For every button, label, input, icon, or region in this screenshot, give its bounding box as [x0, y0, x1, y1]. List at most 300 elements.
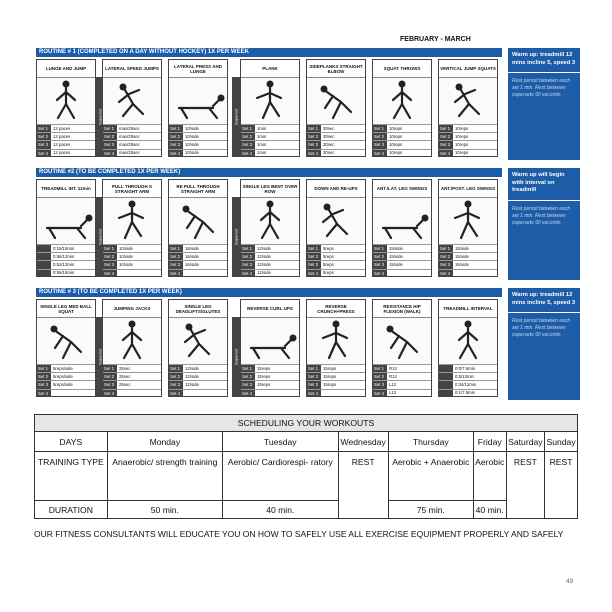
set-value: 15reps: [257, 382, 271, 388]
set-row: [241, 389, 299, 397]
exercise-illustration: [169, 78, 227, 124]
set-row: [373, 389, 431, 397]
set-row: [307, 269, 365, 277]
set-row: [103, 124, 161, 132]
day-cell: Wednesday: [338, 432, 388, 452]
exercise-illustration: [103, 318, 161, 364]
set-value: 10/side: [119, 245, 133, 251]
set-label: Set 4: [439, 270, 453, 277]
set-label: Set 4: [241, 270, 255, 277]
set-row: [439, 389, 497, 397]
warmup-text: Warm up will begin with interval on treadmill: [512, 172, 565, 193]
set-list: [37, 124, 95, 157]
exercise-illustration: [373, 78, 431, 124]
set-label: Set 3: [103, 261, 117, 268]
exercise-card: [372, 179, 432, 277]
rest-note: Rest period between each set 1 min. Rest between supersets 90 seconds: [508, 312, 580, 344]
set-value: 15/side: [389, 262, 403, 268]
rest-note: Rest period between each set 1 min. Rest between supersets 90 seconds: [508, 72, 580, 104]
routine-2: [36, 168, 502, 277]
set-row: [241, 244, 299, 252]
day-cell: Monday: [107, 432, 222, 452]
set-label: Set 1: [439, 125, 453, 132]
set-label: [439, 365, 453, 372]
set-label: Set 2: [103, 373, 117, 380]
exercise-card: [372, 299, 432, 397]
set-row: [307, 380, 365, 388]
exercise-illustration: [439, 198, 497, 244]
exercise-card: [438, 299, 498, 397]
exercise-card: [306, 59, 366, 157]
exercise-name: SIDEPLANKS STRAIGHT ELBOW: [307, 60, 365, 78]
set-label: Set 1: [37, 365, 51, 372]
sidebar-box: [508, 288, 580, 400]
set-label: Set 1: [103, 125, 117, 132]
set-label: Set 4: [307, 270, 321, 277]
set-label: Set 1: [307, 245, 321, 252]
set-list: [373, 124, 431, 157]
set-value: 12/side: [185, 365, 199, 371]
set-label: Set 3: [241, 381, 255, 388]
exercise-name: REVERSE CURL UPS: [241, 300, 299, 318]
exercise-card: [102, 179, 162, 277]
set-row: [169, 364, 227, 372]
exercise-cards: [36, 57, 502, 157]
set-value: 0:34/12min: [455, 382, 477, 388]
exercise-name: DOWN AND RE-UPS: [307, 180, 365, 198]
set-value: 0:52/13min: [53, 262, 75, 268]
set-label: Set 2: [373, 253, 387, 260]
set-row: [37, 364, 95, 372]
set-list: [241, 244, 299, 277]
routine-3: [36, 288, 502, 397]
set-row: [439, 260, 497, 268]
exercise-cards: [36, 297, 502, 397]
set-label: Set 2: [169, 253, 183, 260]
exercise-name: LATERAL PRESS AND LUNGE: [169, 60, 227, 78]
set-label: Set 3: [373, 261, 387, 268]
set-value: 30sec: [323, 142, 335, 148]
set-list: [103, 124, 161, 157]
set-value: 10reps: [455, 142, 469, 148]
set-row: [169, 252, 227, 260]
set-value: 10reps: [455, 134, 469, 140]
set-value: 12 paces: [53, 150, 71, 156]
set-row: [103, 269, 161, 277]
set-value: 10/side: [185, 142, 199, 148]
set-value: 12 paces: [53, 142, 71, 148]
set-value: 1min: [257, 134, 267, 140]
set-row: [37, 124, 95, 132]
set-row: [307, 260, 365, 268]
set-row: [37, 244, 95, 252]
exercise-card: [168, 299, 228, 397]
set-row: [241, 124, 299, 132]
exercise-name: SINGLE LEG MED BALL SQUAT: [37, 300, 95, 318]
set-row: [37, 372, 95, 380]
exercise-card: [102, 299, 162, 397]
set-list: [37, 364, 95, 397]
set-value: 12/side: [257, 262, 271, 268]
set-row: [37, 380, 95, 388]
exercise-illustration: [37, 198, 95, 244]
set-value: 0:56/15min: [53, 270, 75, 276]
warmup-text: Warm up: treadmill 12 mins incline 5, speed 3: [512, 52, 576, 66]
set-value: R12: [389, 365, 397, 371]
set-label: Set 2: [439, 133, 453, 140]
set-list: [103, 244, 161, 277]
set-label: Set 1: [37, 125, 51, 132]
routine-1: [36, 48, 502, 157]
set-row: [373, 244, 431, 252]
duration-cell: 40 min.: [223, 501, 338, 519]
set-label: Set 3: [307, 381, 321, 388]
set-row: [439, 380, 497, 388]
day-cell: Friday: [473, 432, 506, 452]
exercise-card: [102, 59, 162, 157]
training-row: [35, 452, 578, 501]
set-row: [103, 140, 161, 148]
set-label: Set 2: [241, 373, 255, 380]
set-value: 5reps/side: [53, 374, 73, 380]
duration-cell: 50 min.: [107, 501, 222, 519]
exercise-card: [372, 59, 432, 157]
superset-divider: Superset: [232, 77, 240, 157]
set-value: 30sec: [323, 134, 335, 140]
set-label: Set 1: [373, 365, 387, 372]
set-list: [439, 364, 497, 397]
set-label: Set 3: [103, 381, 117, 388]
set-row: [241, 132, 299, 140]
set-row: [169, 380, 227, 388]
training-cell: Anaerobic/ strength training: [107, 452, 222, 501]
set-label: [37, 253, 51, 260]
set-label: [439, 373, 453, 380]
set-row: [103, 149, 161, 157]
exercise-illustration: [37, 78, 95, 124]
set-value: 12/side: [257, 245, 271, 251]
set-row: [169, 140, 227, 148]
set-value: 0:0/7.5min: [455, 365, 476, 371]
set-value: 12 paces: [53, 134, 71, 140]
set-list: [439, 124, 497, 157]
set-value: 1min: [257, 142, 267, 148]
duration-row: [35, 501, 578, 519]
exercise-card: [240, 59, 300, 157]
set-label: Set 3: [37, 141, 51, 148]
set-row: [37, 269, 95, 277]
warmup-text: Warm up: treadmill 12 mins incline 5, speed 3: [512, 292, 576, 306]
set-label: Set 4: [169, 390, 183, 397]
exercise-cards: [36, 177, 502, 277]
set-value: 25sec: [119, 382, 131, 388]
exercise-illustration: [169, 198, 227, 244]
exercise-card: [36, 179, 96, 277]
set-value: 15/side: [389, 245, 403, 251]
set-value: 5reps: [323, 254, 334, 260]
set-value: 25sec: [119, 374, 131, 380]
set-label: Set 2: [307, 253, 321, 260]
set-row: [307, 252, 365, 260]
set-row: [373, 140, 431, 148]
set-row: [307, 372, 365, 380]
set-label: Set 1: [307, 365, 321, 372]
exercise-illustration: [241, 318, 299, 364]
set-value: 10reps: [389, 150, 403, 156]
set-label: Set 1: [169, 125, 183, 132]
set-row: [439, 124, 497, 132]
set-value: 10/side: [119, 254, 133, 260]
exercise-name: LATERAL SPEED JUMPS: [103, 60, 161, 78]
set-label: Set 2: [37, 133, 51, 140]
page-number: 49: [566, 578, 574, 585]
set-label: Set 2: [37, 373, 51, 380]
set-label: Set 2: [169, 133, 183, 140]
set-label: Set 4: [169, 270, 183, 277]
set-row: [103, 380, 161, 388]
set-value: 30sec: [323, 150, 335, 156]
exercise-card: [240, 179, 300, 277]
set-label: Set 2: [169, 373, 183, 380]
exercise-illustration: [307, 318, 365, 364]
set-value: max/25sec: [119, 150, 140, 156]
set-value: 15reps: [323, 374, 337, 380]
set-value: 15reps: [323, 382, 337, 388]
set-value: 16/side: [185, 245, 199, 251]
set-value: 0:5/13min: [455, 374, 474, 380]
set-row: [241, 140, 299, 148]
exercise-name: ANT./LAT. LEG SWINGS: [373, 180, 431, 198]
set-list: [103, 364, 161, 397]
set-value: 1min: [257, 150, 267, 156]
period-header: FEBRUARY - MARCH: [400, 36, 471, 43]
set-label: Set 2: [241, 253, 255, 260]
set-label: Set 1: [373, 125, 387, 132]
set-row: [439, 252, 497, 260]
set-label: Set 4: [169, 150, 183, 157]
schedule-title: SCHEDULING YOUR WORKOUTS: [35, 415, 578, 432]
set-row: [373, 372, 431, 380]
set-value: 5reps: [323, 262, 334, 268]
exercise-card: [438, 59, 498, 157]
set-value: L12: [389, 382, 397, 388]
day-cell: Sunday: [545, 432, 578, 452]
exercise-name: RE PULL THROUGH STRAIGHT ARM: [169, 180, 227, 198]
set-row: [439, 132, 497, 140]
exercise-illustration: [241, 198, 299, 244]
set-label: Set 3: [103, 141, 117, 148]
set-row: [103, 389, 161, 397]
training-label: TRAINING TYPE: [35, 452, 108, 501]
set-value: 12/side: [257, 254, 271, 260]
set-label: Set 2: [241, 133, 255, 140]
set-list: [37, 244, 95, 277]
set-label: Set 2: [103, 133, 117, 140]
sidebar-box: [508, 168, 580, 280]
set-value: 15/side: [455, 245, 469, 251]
exercise-card: [36, 299, 96, 397]
set-label: Set 4: [373, 390, 387, 397]
exercise-illustration: [37, 318, 95, 364]
set-value: L12: [389, 390, 397, 396]
exercise-name: VERTICAL JUMP SQUATS: [439, 60, 497, 78]
exercise-name: TREADMILL INTERVAL: [439, 300, 497, 318]
set-value: 5reps: [323, 245, 334, 251]
set-value: 10/side: [185, 150, 199, 156]
duration-label: DURATION: [35, 501, 108, 519]
set-label: Set 1: [169, 245, 183, 252]
set-value: 16/side: [185, 262, 199, 268]
set-value: 1min: [257, 125, 267, 131]
exercise-card: [168, 59, 228, 157]
set-list: [169, 364, 227, 397]
exercise-illustration: [439, 78, 497, 124]
training-cell: REST: [545, 452, 578, 519]
set-row: [241, 364, 299, 372]
set-value: max/25sec: [119, 134, 140, 140]
set-label: Set 4: [103, 270, 117, 277]
set-label: Set 4: [37, 390, 51, 397]
set-value: 30sec: [323, 125, 335, 131]
set-row: [373, 132, 431, 140]
safety-notice: OUR FITNESS CONSULTANTS WILL EDUCATE YOU ON HOW TO SAFELY USE ALL EXERCISE EQUIPMENT PROPERLY AND SAFELY: [34, 529, 564, 539]
exercise-card: [306, 299, 366, 397]
set-list: [169, 124, 227, 157]
set-label: Set 2: [307, 133, 321, 140]
exercise-card: [36, 59, 96, 157]
set-label: Set 4: [241, 390, 255, 397]
training-cell: REST: [506, 452, 545, 519]
exercise-name: RESISTANCE HIP FLEXION (WALK): [373, 300, 431, 318]
set-label: Set 1: [373, 245, 387, 252]
set-label: Set 1: [439, 245, 453, 252]
set-label: Set 3: [169, 141, 183, 148]
set-row: [307, 149, 365, 157]
set-row: [241, 252, 299, 260]
exercise-name: PULL THROUGH S STRAIGHT ARM: [103, 180, 161, 198]
exercise-name: ANT./POST. LEG SWINGS: [439, 180, 497, 198]
set-row: [439, 140, 497, 148]
set-value: 5reps/side: [53, 382, 73, 388]
set-value: 10reps: [389, 134, 403, 140]
set-row: [37, 252, 95, 260]
set-value: 10reps: [389, 125, 403, 131]
set-row: [307, 140, 365, 148]
exercise-name: LUNGE AND JUMP: [37, 60, 95, 78]
set-label: Set 2: [439, 253, 453, 260]
set-label: Set 1: [103, 245, 117, 252]
routine-title: ROUTINE # 3 (TO BE COMPLETED 1X PER WEEK): [36, 288, 502, 297]
exercise-name: TREADMILL INT. 12min: [37, 180, 95, 198]
exercise-name: SQUAT THROWS: [373, 60, 431, 78]
training-cell: Aerobic/ Cardiorespi- ratory: [223, 452, 338, 501]
set-row: [169, 389, 227, 397]
exercise-illustration: [241, 78, 299, 124]
set-label: Set 4: [307, 150, 321, 157]
set-row: [103, 372, 161, 380]
set-value: 10reps: [455, 150, 469, 156]
set-row: [37, 132, 95, 140]
set-row: [307, 124, 365, 132]
set-row: [103, 364, 161, 372]
superset-divider: Superset: [96, 77, 104, 157]
set-row: [169, 244, 227, 252]
exercise-name: JUMPING JACKS: [103, 300, 161, 318]
set-row: [307, 389, 365, 397]
set-value: 15reps: [257, 374, 271, 380]
set-row: [373, 364, 431, 372]
set-row: [439, 149, 497, 157]
set-row: [373, 149, 431, 157]
set-value: 15/side: [455, 254, 469, 260]
set-label: Set 4: [103, 150, 117, 157]
set-value: 10reps: [455, 125, 469, 131]
set-list: [307, 364, 365, 397]
set-row: [373, 269, 431, 277]
set-row: [169, 269, 227, 277]
routine-title: ROUTINE #2 (TO BE COMPLETED 1X PER WEEK): [36, 168, 502, 177]
set-value: 15/side: [455, 262, 469, 268]
set-list: [169, 244, 227, 277]
exercise-illustration: [169, 318, 227, 364]
exercise-illustration: [103, 198, 161, 244]
set-label: Set 4: [373, 150, 387, 157]
exercise-name: PLANK: [241, 60, 299, 78]
set-list: [307, 124, 365, 157]
set-row: [37, 260, 95, 268]
set-row: [439, 364, 497, 372]
set-label: Set 1: [103, 365, 117, 372]
set-value: 0:1/7.5min: [455, 390, 476, 396]
day-cell: Thursday: [388, 432, 473, 452]
set-list: [307, 244, 365, 277]
set-value: 0:56/12min: [53, 254, 75, 260]
sidebar-box: [508, 48, 580, 160]
set-list: [241, 124, 299, 157]
exercise-illustration: [439, 318, 497, 364]
set-value: max/25sec: [119, 125, 140, 131]
days-row: [35, 432, 578, 452]
set-label: Set 1: [241, 365, 255, 372]
set-label: Set 4: [439, 150, 453, 157]
set-row: [307, 244, 365, 252]
set-label: [439, 390, 453, 397]
set-value: 15reps: [257, 365, 271, 371]
set-row: [307, 364, 365, 372]
exercise-illustration: [307, 198, 365, 244]
set-value: 12/side: [185, 382, 199, 388]
set-label: Set 3: [307, 141, 321, 148]
set-label: Set 3: [241, 141, 255, 148]
set-row: [373, 380, 431, 388]
exercise-illustration: [103, 78, 161, 124]
superset-divider: Superset: [232, 197, 240, 277]
set-label: Set 2: [373, 133, 387, 140]
set-value: R12: [389, 374, 397, 380]
set-value: 10/side: [185, 134, 199, 140]
set-value: 0:15/15min: [53, 245, 75, 251]
exercise-name: SINGLE LEG BENT OVER ROW: [241, 180, 299, 198]
set-value: 5reps: [323, 270, 334, 276]
set-value: 16/side: [185, 254, 199, 260]
set-row: [241, 269, 299, 277]
exercise-card: [306, 179, 366, 277]
set-value: 12/side: [185, 374, 199, 380]
set-row: [169, 372, 227, 380]
training-cell: REST: [338, 452, 388, 519]
superset-divider: Superset: [96, 317, 104, 397]
set-row: [169, 149, 227, 157]
